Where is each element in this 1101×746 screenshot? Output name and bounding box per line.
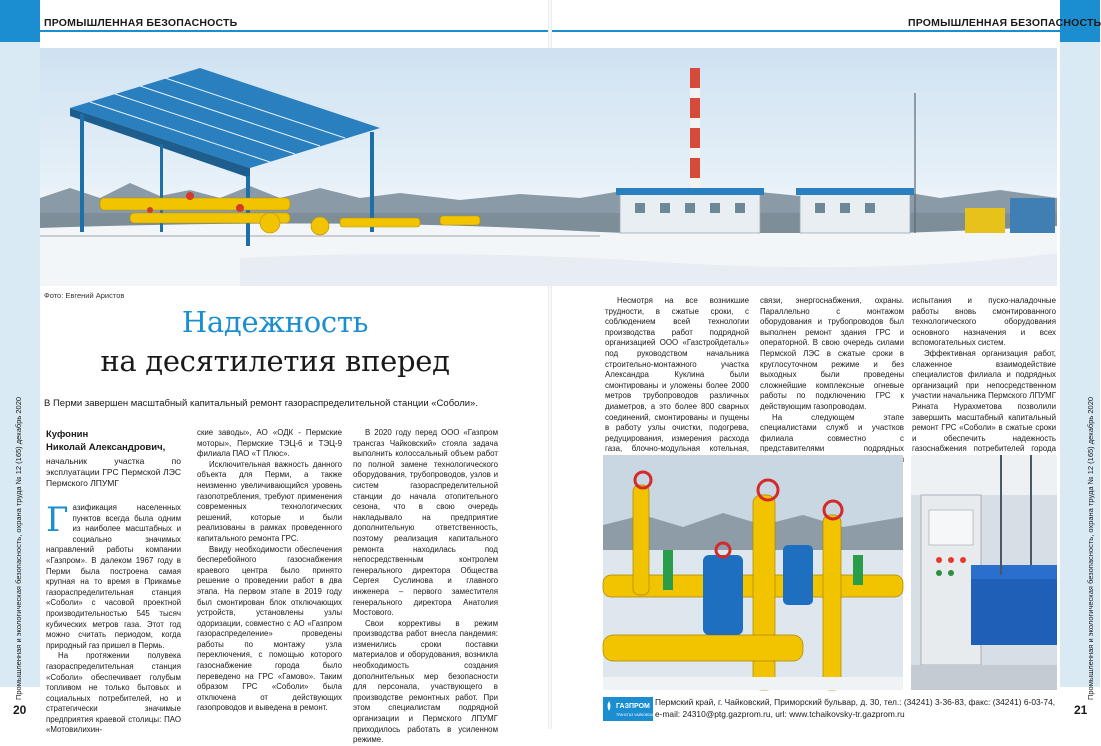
control-cabinet-photo	[911, 455, 1057, 690]
article-column-1	[46, 428, 181, 736]
side-strip-right-text: Промышленная и экологическая безопасность, охрана труда № 12 (165) декабрь 2020	[1086, 396, 1095, 700]
logo-subtext: ТРАНСГАЗ ЧАЙКОВСКИЙ	[616, 713, 658, 717]
col2-paragraph-3: Ввиду необходимости обеспечения бесперебойного газоснабжения краевого центра было принято решение о проведении работ в два этапа. На первом этапе в 2019 году был смонтирован блок отключающих устройств, установлены узлы одоризации, совместно с АО «Газпром газораспределение» проведены работы по монтажу узла переключения, с помощью которого газоснабжение города было переведено на ГРС «Гамово». Таким образом ГРС «Соболи» была отключена от действующих газопроводов и выведена в ремонт.	[197, 544, 342, 713]
col5-paragraph-2: На следующем этапе специалистами служб и участков филиала совместно с представителями подрядных	[760, 412, 904, 454]
footer-email-url: e-mail: 24310@ptg.gazprom.ru, url: www.tchaikovsky-tr.gazprom.ru	[655, 708, 905, 719]
col1-paragraph-1: азификация населенных пунктов всегда была одним из наиболее масштабных и социально значимых направлений работы компании «Газпром». В далеком 1967 году в Перми была построена самая крупная на то время в Прикамье газораспределительная станция «Соболи» с часовой проектной производительностью 545 тысяч кубических метров газа. Этот год можно считать периодом, когда природный газ пришел в Пермь.	[46, 503, 181, 650]
footer-address: Пермский край, г. Чайковский, Приморский бульвар, д. 30, тел.: (34241) 3-36-83, факс: (34241) 6-03-74,	[655, 697, 1056, 707]
col6-paragraph-1: испытания и пуско-наладочные работы вновь смонтированного технологического оборудования основного назначения и всех вспомогательных систем.	[912, 296, 1056, 348]
header-rule-right	[550, 30, 1060, 32]
footer-contacts	[655, 697, 1055, 720]
logo-text: ГАЗПРОМ	[616, 703, 650, 710]
section-header-right: ПРОМЫШЛЕННАЯ БЕЗОПАСНОСТЬ	[908, 17, 1101, 29]
author-surname: Куфонин	[46, 429, 89, 440]
col2-paragraph-1: ские заводы», АО «ОДК - Пермские моторы», Пермские ТЭЦ-6 и ТЭЦ-9 филиала ПАО «Т Плюс».	[197, 428, 342, 459]
col5-paragraph-1: связи, энергоснабжения, охраны. Параллельно с монтажом оборудования и трубопроводов был выполнен ремонт здания ГРС и операторной. В свою очередь силами Пермской ЛЭС в сжатые сроки в круглосуточном режиме и без выходных были проведены сложнейшие комплексные огневые работы по подключению ГРС к действующим газопроводам.	[760, 296, 904, 411]
article-column-3	[353, 428, 498, 746]
article-lead: В Перми завершен масштабный капитальный ремонт газораспределительной станции «Соболи».	[44, 398, 478, 409]
page-number-left: 20	[13, 703, 27, 717]
gas-station-panorama-photo	[40, 48, 1057, 286]
article-column-2	[197, 428, 342, 714]
article-column-6	[912, 296, 1056, 466]
pipeline-equipment-photo	[603, 455, 903, 690]
side-strip-left-text: Промышленная и экологическая безопасность, охрана труда № 12 (165) декабрь 2020	[14, 396, 23, 700]
col2-paragraph-2: Исключительная важность данного объекта для Перми, а также неизменно увеличивающийся уровень газопотребления, требуют применения современных технологических решений, которые и были реализованы в рамках проведенного капитального ремонта ГРС.	[197, 459, 342, 543]
article-title-line-2: на десятилетия вперед	[100, 344, 450, 378]
col1-paragraph-2: На протяжении полувека газораспределительная станция «Соболи» обеспечивает голубым топливом не только бытовых и социальных потребителей, но и стратегически значимые предприятия краевой столицы: ПАО «Мотовилихин-	[46, 651, 181, 735]
gazprom-logo	[603, 697, 658, 721]
col3-paragraph-2: Свои коррективы в режим производства работ внесла пандемия: изменились сроки поставки материалов и оборудования, возникла необходимость создания дополнительных мер безопасности для персонала, участвующего в производстве ремонтных работ. При этом специалистам подрядной организации и Пермского ЛПУМГ приходилось работать в усиленном режиме.	[353, 618, 498, 745]
page-number-right: 21	[1074, 703, 1088, 717]
photo-credit: Фото: Евгений Аристов	[44, 291, 125, 300]
author-name: Николай Александрович,	[46, 442, 166, 453]
header-accent-left	[0, 0, 40, 42]
col3-paragraph-1: В 2020 году перед ООО «Газпром трансгаз Чайковский» стояла задача выполнить колоссальный объем работ по полной замене технологического оборудования, трубопроводов, узлов и систем газораспределительной станции до начала отопительного сезона, что в свою очередь накладывало на предприятие дополнительную ответственность, поэтому реализация капитального ремонта находилась под непосредственным контролем генерального директора Общества Сергея Суслинова и главного инженера – первого заместителя генерального директора Анатолия Мостового.	[353, 428, 498, 618]
article-title-line-1: Надежность	[181, 305, 369, 339]
col4-paragraph-1: Несмотря на все возникшие трудности, в сжатые сроки, с соблюдением всей технологии производства работ подрядной организацией ООО «Газстройдеталь» под руководством начальника строительно-монтажного участка Александра Куклина были смонтированы и уложены более 2000 метров трубопроводов различных диаметров, а это более 800 сварных соединений, смонтированы и пущены в работу узлы очистки, подогрева, редуцирования, измерения расхода газа, блочно-модульная котельная,	[605, 296, 749, 454]
dropcap: Г	[46, 500, 69, 540]
col6-paragraph-2: Эффективная организация работ, слаженное взаимодействие специалистов филиала и подрядных организаций при непосредственном участии начальника Пермского ЛПУМГ Рината Нурахметова позволили завершить масштабный капитальный ремонт ГРС «Соболи» в сжатые сроки и обеспечить надежность газоснабжения потребителей города	[912, 348, 1056, 454]
article-column-5	[760, 296, 904, 476]
section-header-left: ПРОМЫШЛЕННАЯ БЕЗОПАСНОСТЬ	[44, 17, 238, 29]
header-rule-left	[40, 30, 550, 32]
article-column-4	[605, 296, 749, 466]
author-role: начальник участка по эксплуатации ГРС Пермской ЛЭС Пермского ЛПУМГ	[46, 456, 181, 488]
